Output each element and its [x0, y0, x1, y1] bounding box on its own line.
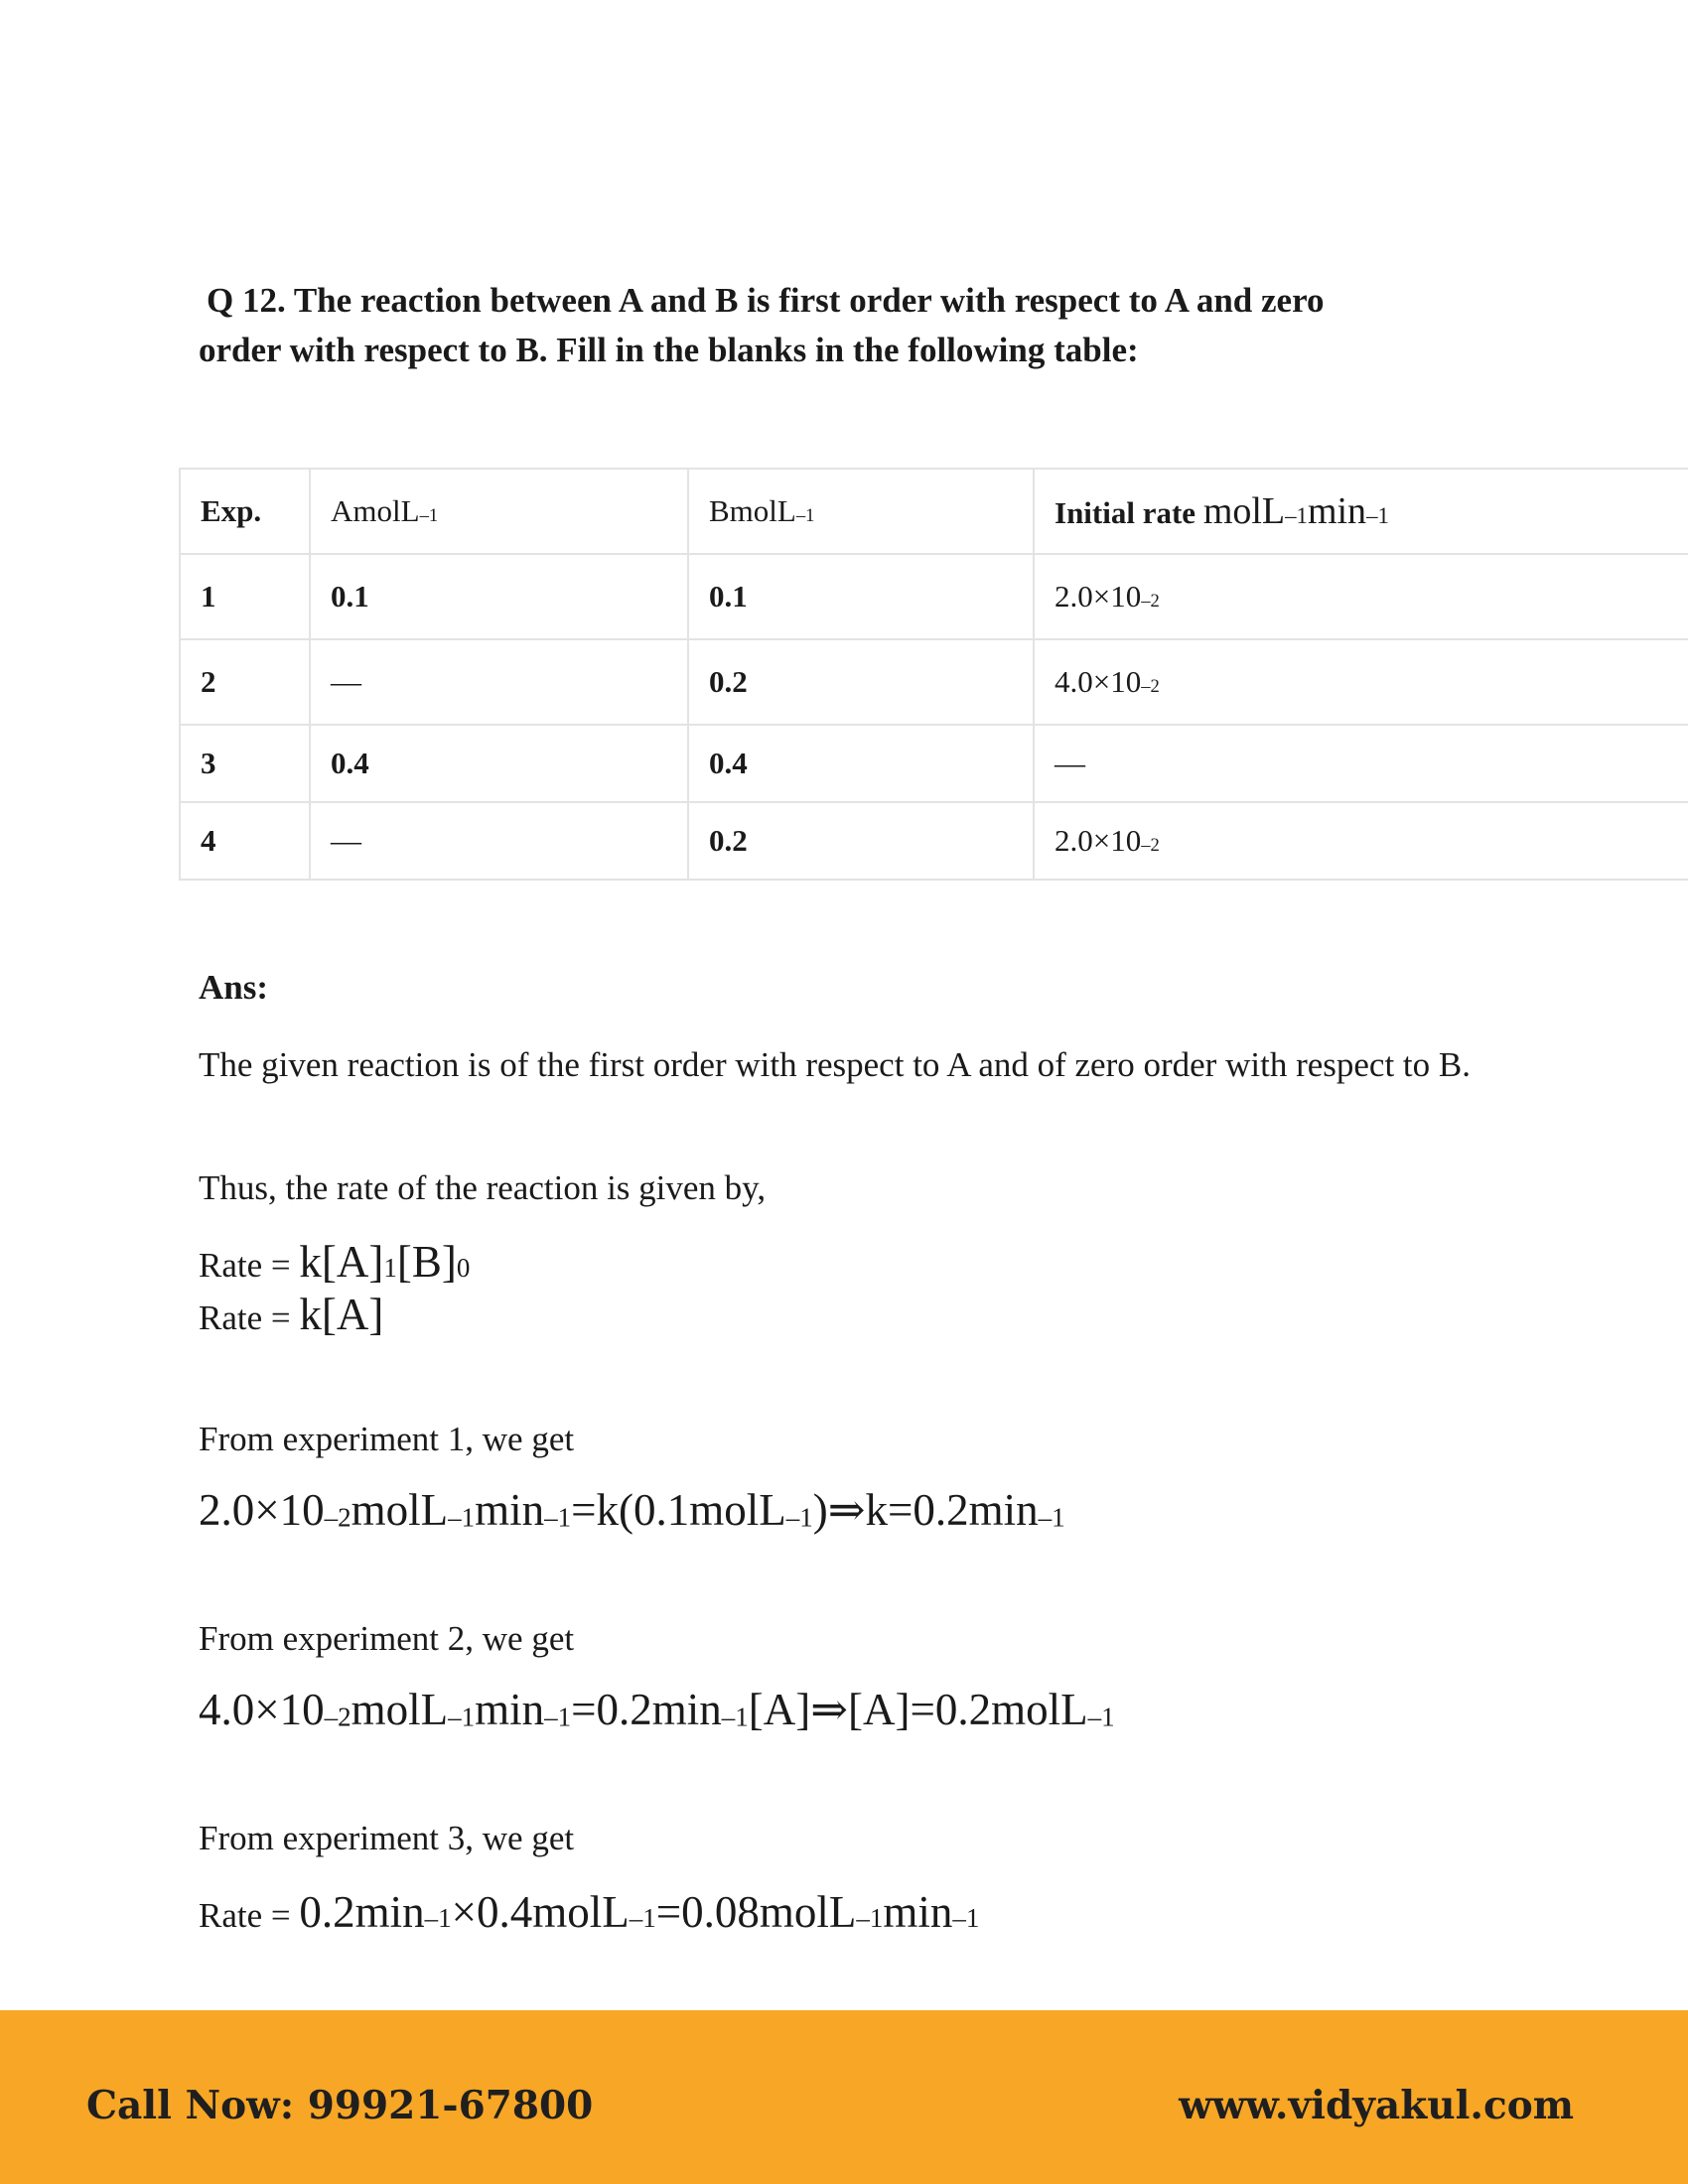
- answer-thus: Thus, the rate of the reaction is given by,: [199, 1168, 767, 1207]
- cell-a: —: [310, 639, 688, 725]
- table-row: [180, 639, 1688, 725]
- cell-exp: 4: [180, 802, 310, 880]
- rate-law-2: Rate = k[A]: [199, 1290, 384, 1339]
- website-link[interactable]: www.vidyakul.com: [1179, 2083, 1574, 2128]
- rate-table: [179, 468, 1688, 881]
- cell-b: 0.4: [688, 725, 1034, 802]
- question-text: [199, 276, 1489, 375]
- experiment-1-equation: $2.0\times 10^{-2}molL^{-1}\min^{-1}=k(0.1molL^{-1})\Rightarrow k=0.2\min^{-1}$: [199, 1485, 1065, 1535]
- table-row: [180, 725, 1688, 802]
- answer-label: Ans:: [199, 968, 269, 1007]
- question-line-2: order with respect to B. Fill in the blanks in the following table:: [199, 331, 1139, 369]
- cell-exp: 1: [180, 554, 310, 639]
- header-a: AmolL–1: [310, 469, 688, 554]
- cell-a: —: [310, 802, 688, 880]
- cell-rate: 2.0×10–2: [1034, 554, 1688, 639]
- experiment-3-equation: Rate = 0.2min–1×0.4molL–1=0.08molL–1min–1: [199, 1887, 980, 1937]
- cell-a: 0.1: [310, 554, 688, 639]
- rate-law-1: Rate = k[A]1[B]0: [199, 1237, 471, 1287]
- call-now-text: Call Now: 99921-67800: [86, 2083, 594, 2128]
- experiment-3-intro: From experiment 3, we get: [199, 1819, 575, 1857]
- cell-exp: 3: [180, 725, 310, 802]
- cell-rate: 4.0×10–2: [1034, 639, 1688, 725]
- experiment-2-equation: $4.0\times 10^{-2}molL^{-1}\min^{-1}=0.2\min^{-1}[A]\Rightarrow[A]=0.2molL^{-1}$: [199, 1685, 1115, 1734]
- table-row: [180, 554, 1688, 639]
- cell-rate: —: [1034, 725, 1688, 802]
- header-b: BmolL–1: [688, 469, 1034, 554]
- experiment-2-intro: From experiment 2, we get: [199, 1619, 575, 1658]
- cell-b: 0.2: [688, 639, 1034, 725]
- experiment-1-intro: From experiment 1, we get: [199, 1420, 575, 1458]
- cell-b: 0.2: [688, 802, 1034, 880]
- header-exp: Exp.: [180, 469, 310, 554]
- table-header-row: [180, 469, 1688, 554]
- cell-b: 0.1: [688, 554, 1034, 639]
- cell-a: 0.4: [310, 725, 688, 802]
- cell-exp: 2: [180, 639, 310, 725]
- question-line-1: Q 12. The reaction between A and B is first order with respect to A and zero: [207, 281, 1325, 320]
- table-row: [180, 802, 1688, 880]
- header-rate: Initial rate molL–1min–1: [1034, 469, 1688, 554]
- footer-banner: [0, 2010, 1688, 2184]
- answer-intro: The given reaction is of the first order with respect to A and of zero order with respect to B.: [199, 1045, 1471, 1084]
- cell-rate: 2.0×10–2: [1034, 802, 1688, 880]
